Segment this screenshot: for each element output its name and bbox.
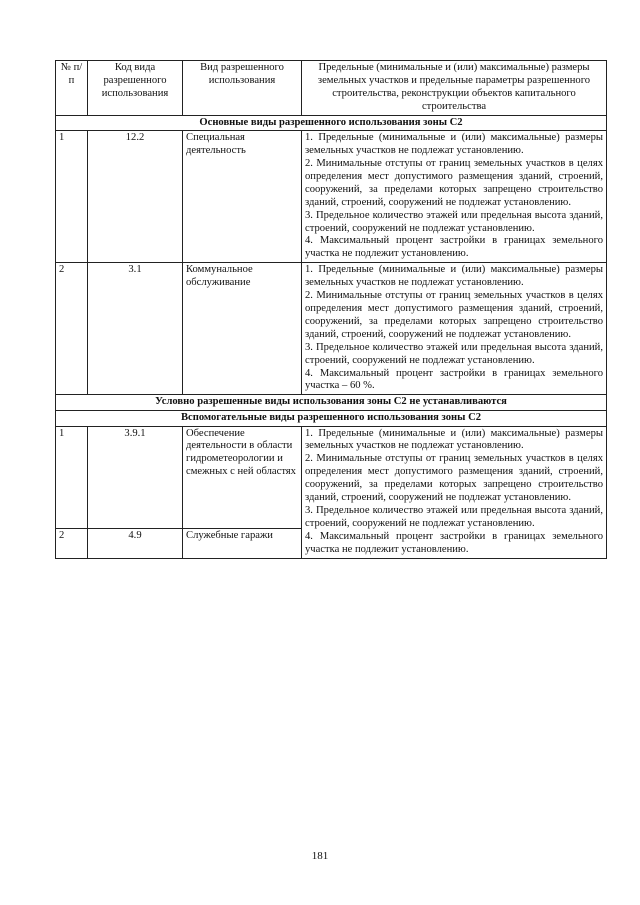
row-use-type: Специальная деятельность (183, 131, 302, 263)
parameter-item: 1. Предельные (минимальные и (или) максимальные) размеры земельных участков не подлежат установлению. (305, 427, 603, 452)
row-parameters (302, 263, 607, 395)
parameter-item: 3. Предельное количество этажей или предельная высота зданий, строений, сооружений не подлежат установлению. (305, 341, 603, 366)
parameter-item: 3. Предельное количество этажей или предельная высота зданий, строений, сооружений не подлежат установлению. (305, 504, 603, 529)
header-use-type: Вид разрешенного использования (183, 61, 302, 116)
row-code: 12.2 (88, 131, 183, 263)
page-number: 181 (311, 850, 329, 862)
parameter-item: 4. Максимальный процент застройки в границах земельного участка не подлежит установлению. (305, 530, 603, 555)
table-row (56, 263, 607, 395)
parameter-item: 3. Предельное количество этажей или предельная высота зданий, строений, сооружений не подлежат установлению. (305, 209, 603, 234)
section-row-conditional (56, 395, 607, 411)
row-code: 3.1 (88, 263, 183, 395)
table-row (56, 131, 607, 263)
parameter-item: 1. Предельные (минимальные и (или) максимальные) размеры земельных участков не подлежат установлению. (305, 264, 603, 289)
row-code: 4.9 (88, 528, 183, 558)
table-header-row (56, 61, 607, 116)
parameter-item: 4. Максимальный процент застройки в границах земельного участка не подлежит установлению. (305, 235, 603, 260)
parameter-item: 2. Минимальные отступы от границ земельных участков в целях определения мест допустимого размещения зданий, строений, сооружений, за пределами которых запрещено строительство зданий, строений, сооружений не подлежат установлению. (305, 290, 603, 340)
row-use-type: Служебные гаражи (183, 528, 302, 558)
section-title-conditional: Условно разрешенные виды использования зоны С2 не устанавливаются (56, 395, 607, 411)
section-row-auxiliary (56, 410, 607, 426)
section-title-main: Основные виды разрешенного использования зоны С2 (56, 115, 607, 131)
row-use-type: Коммунальное обслуживание (183, 263, 302, 395)
zoning-table (55, 60, 607, 559)
row-parameters (302, 426, 607, 558)
header-parameters: Предельные (минимальные и (или) максимальные) размеры земельных участков и предельные параметры разрешенного строительства, реконструкции объектов капитального строительства (302, 61, 607, 116)
parameter-item: 2. Минимальные отступы от границ земельных участков в целях определения мест допустимого размещения зданий, строений, сооружений, за пределами которых запрещено строительство зданий, строений, сооружений не подлежат установлению. (305, 158, 603, 208)
parameter-item: 4. Максимальный процент застройки в границах земельного участка – 60 %. (305, 367, 603, 392)
table-row (56, 426, 607, 528)
row-use-type: Обеспечение деятельности в области гидрометеорологии и смежных с ней областях (183, 426, 302, 528)
header-number: № п/п (56, 61, 88, 116)
header-code: Код вида разрешенного использования (88, 61, 183, 116)
row-number: 2 (56, 263, 88, 395)
parameter-item: 2. Минимальные отступы от границ земельных участков в целях определения мест допустимого размещения зданий, строений, сооружений, за пределами которых запрещено строительство зданий, строений, сооружений не подлежат установлению. (305, 453, 603, 504)
row-parameters (302, 131, 607, 263)
row-number: 2 (56, 528, 88, 558)
row-code: 3.9.1 (88, 426, 183, 528)
row-number: 1 (56, 131, 88, 263)
section-title-auxiliary: Вспомогательные виды разрешенного использования зоны С2 (56, 410, 607, 426)
parameter-item: 1. Предельные (минимальные и (или) максимальные) размеры земельных участков не подлежат установлению. (305, 132, 603, 157)
row-number: 1 (56, 426, 88, 528)
section-row-main (56, 115, 607, 131)
